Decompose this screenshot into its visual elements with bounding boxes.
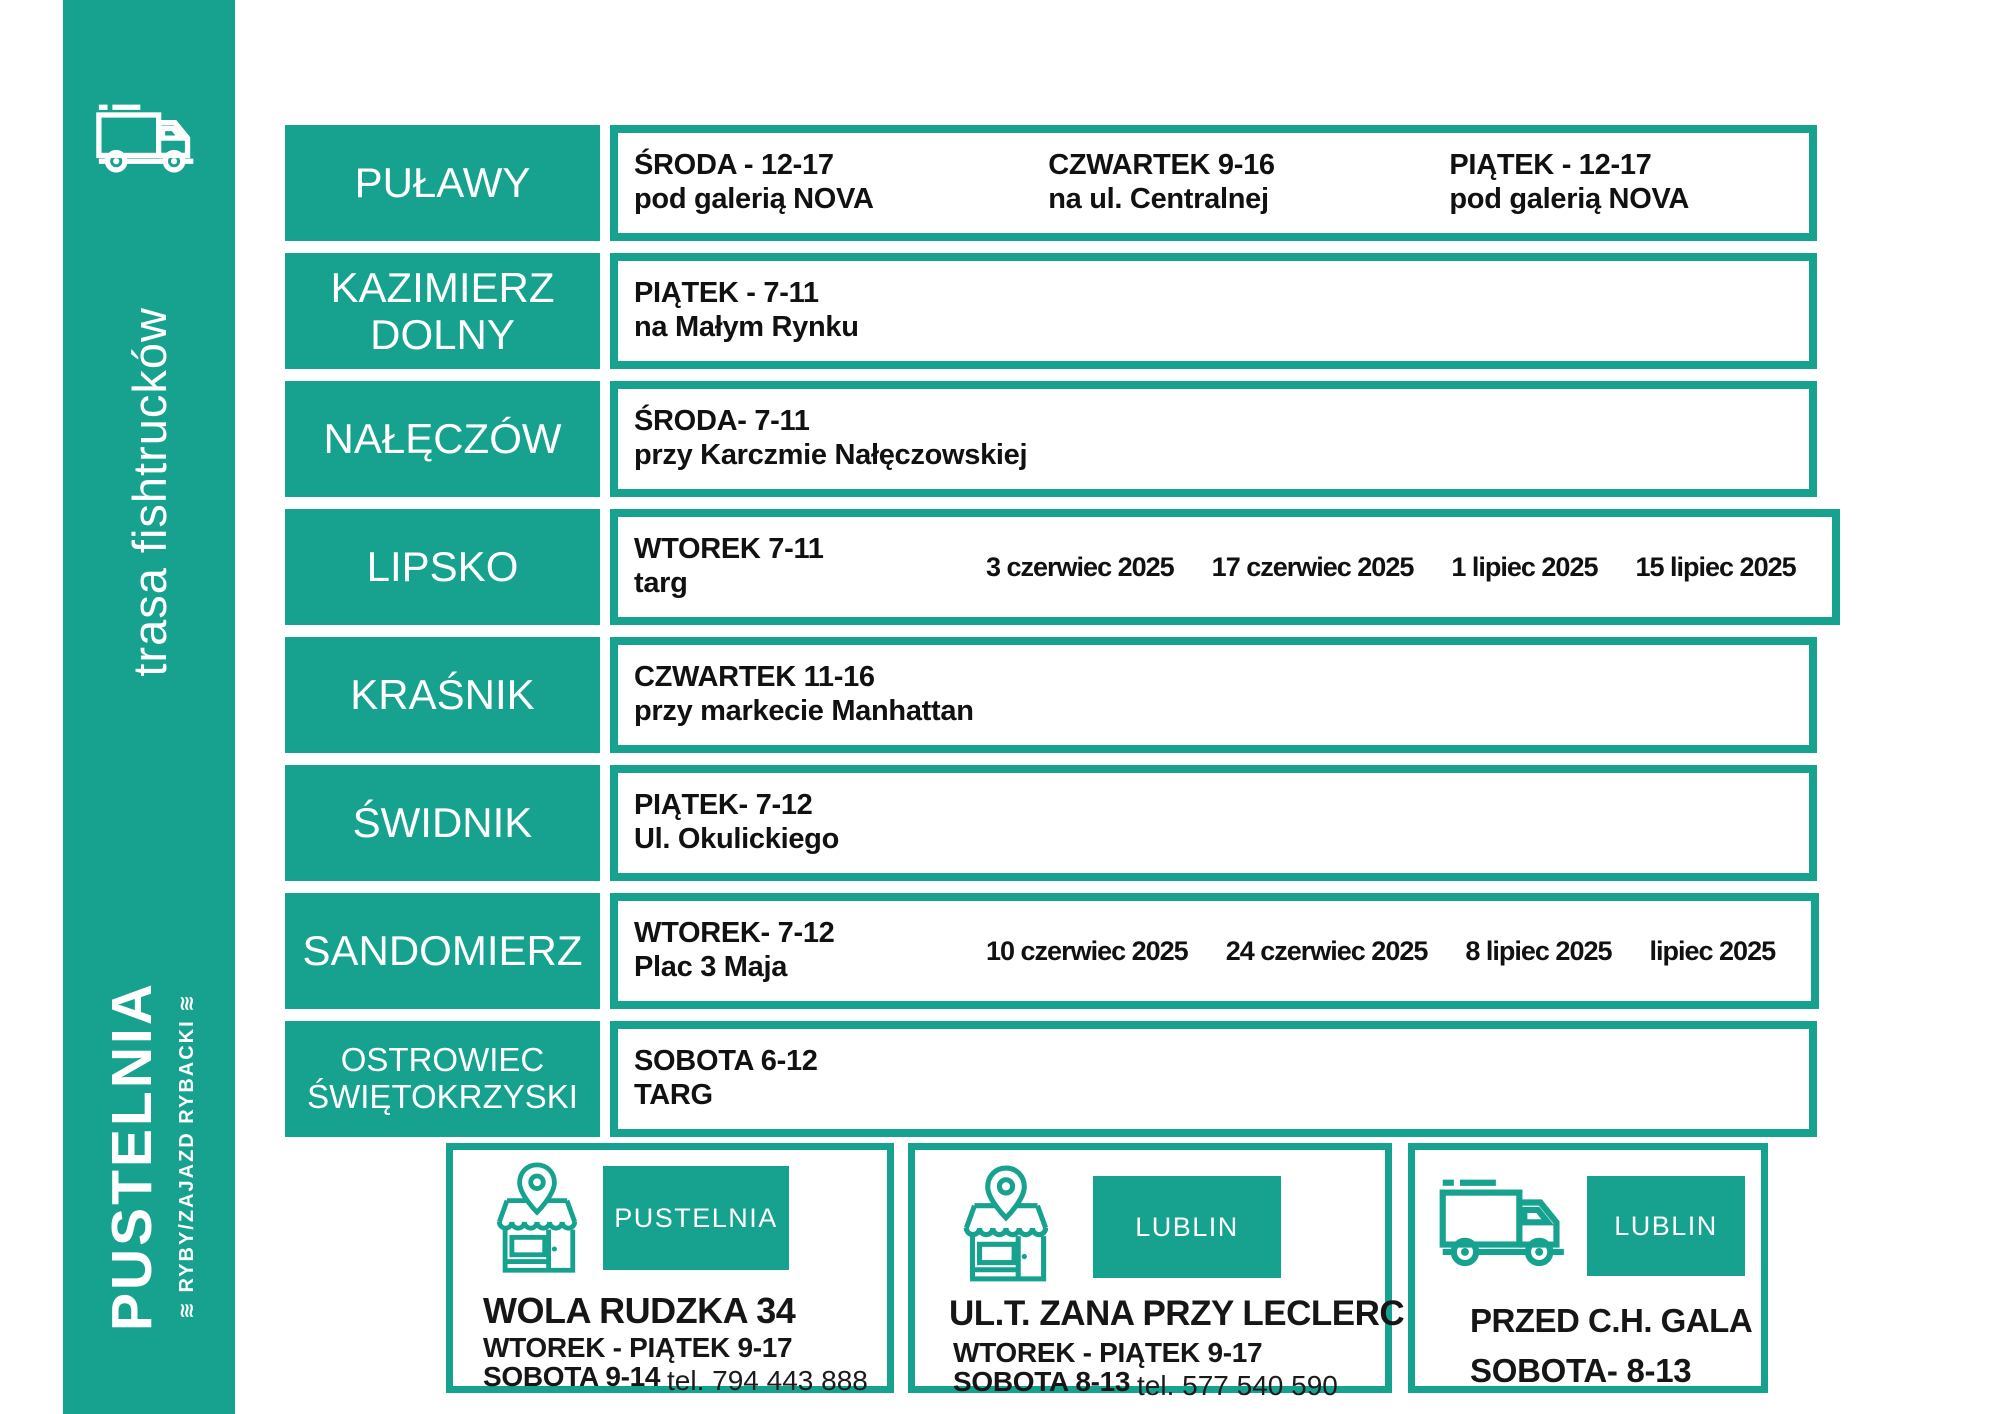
schedule-entry: PIĄTEK - 7-11 na Małym Rynku: [634, 277, 859, 343]
location-hours: SOBOTA- 8-13: [1470, 1352, 1692, 1389]
city-label: PUŁAWY: [285, 125, 600, 241]
row-schedule: [610, 1021, 1817, 1137]
row-schedule: [610, 253, 1817, 369]
route-title: trasa fishtrucków: [122, 307, 176, 677]
date: 8 lipiec 2025: [1465, 935, 1612, 966]
location-phone: tel. 794 443 888: [667, 1365, 868, 1396]
location-card-lublin-truck: [1408, 1143, 1768, 1393]
row-schedule: [610, 893, 1819, 1009]
date: 10 czerwiec 2025: [986, 935, 1188, 966]
table-row: [285, 1021, 1817, 1137]
schedule-entry: ŚRODA - 12-17 pod galerią NOVA: [634, 149, 874, 215]
table-row: [285, 125, 1817, 241]
schedule-entry: PIĄTEK- 7-12 Ul. Okulickiego: [634, 789, 839, 855]
location-badge: LUBLIN: [1587, 1176, 1745, 1276]
location-card-pustelnia: [446, 1143, 894, 1396]
date: 3 czerwiec 2025: [986, 551, 1174, 582]
row-schedule: [610, 125, 1817, 241]
brand-logo: [63, 972, 235, 1340]
date: lipiec 2025: [1649, 935, 1776, 966]
city-label: OSTROWIEC ŚWIĘTOKRZYSKI: [285, 1021, 600, 1137]
location-card-lublin-shop: [908, 1143, 1405, 1401]
schedule-table: [285, 125, 1817, 1149]
schedule-entry: WTOREK- 7-12 Plac 3 Maja: [634, 917, 835, 983]
truck-icon: [96, 100, 202, 182]
date: 17 czerwiec 2025: [1211, 551, 1414, 582]
location-name: UL.T. ZANA PRZY LECLERC: [949, 1294, 1405, 1333]
location-phone: tel. 577 540 590: [1137, 1370, 1338, 1401]
city-label: SANDOMIERZ: [285, 893, 600, 1009]
date-list: [986, 936, 1775, 967]
location-hours: WTOREK - PIĄTEK 9-17: [483, 1332, 793, 1363]
schedule-entry: PIĄTEK - 12-17 pod galerią NOVA: [1449, 149, 1689, 215]
storefront-icon: [479, 1160, 595, 1278]
city-label: KRAŚNIK: [285, 637, 600, 753]
location-badge: LUBLIN: [1093, 1176, 1281, 1278]
table-row: [285, 253, 1817, 369]
date: 15 lipiec 2025: [1635, 551, 1796, 582]
location-name: WOLA RUDZKA 34: [483, 1290, 796, 1331]
table-row: [285, 381, 1817, 497]
city-label: ŚWIDNIK: [285, 765, 600, 881]
brand-name: PUSTELNIA: [100, 980, 164, 1332]
date: 1 lipiec 2025: [1451, 551, 1598, 582]
location-name: PRZED C.H. GALA: [1470, 1302, 1753, 1339]
date-list: [986, 552, 1796, 583]
row-schedule: [610, 381, 1817, 497]
storefront-icon: [945, 1164, 1067, 1286]
table-row: [285, 509, 1817, 625]
city-label: LIPSKO: [285, 509, 600, 625]
truck-icon: [1439, 1174, 1575, 1278]
location-hours: WTOREK - PIĄTEK 9-17: [953, 1337, 1263, 1368]
table-row: [285, 765, 1817, 881]
sidebar: [63, 0, 235, 1414]
location-hours: SOBOTA 8-13: [953, 1366, 1131, 1397]
row-schedule: [610, 765, 1817, 881]
city-label: KAZIMIERZ DOLNY: [285, 253, 600, 369]
brand-subtitle: ≋ RYBY/ZAJAZD RYBACKI ≋: [176, 993, 198, 1319]
date: 24 czerwiec 2025: [1225, 935, 1428, 966]
schedule-entry: CZWARTEK 9-16 na ul. Centralnej: [1048, 149, 1275, 215]
location-hours: SOBOTA 9-14: [483, 1361, 661, 1392]
city-label: NAŁĘCZÓW: [285, 381, 600, 497]
table-row: [285, 893, 1817, 1009]
schedule-entry: SOBOTA 6-12 TARG: [634, 1045, 818, 1111]
location-badge: PUSTELNIA: [603, 1166, 789, 1270]
schedule-entry: WTOREK 7-11 targ: [634, 533, 824, 599]
row-schedule: [610, 637, 1817, 753]
schedule-entry: ŚRODA- 7-11 przy Karczmie Nałęczowskiej: [634, 405, 1028, 471]
row-schedule: [610, 509, 1840, 625]
table-row: [285, 637, 1817, 753]
schedule-entry: CZWARTEK 11-16 przy markecie Manhattan: [634, 661, 974, 727]
